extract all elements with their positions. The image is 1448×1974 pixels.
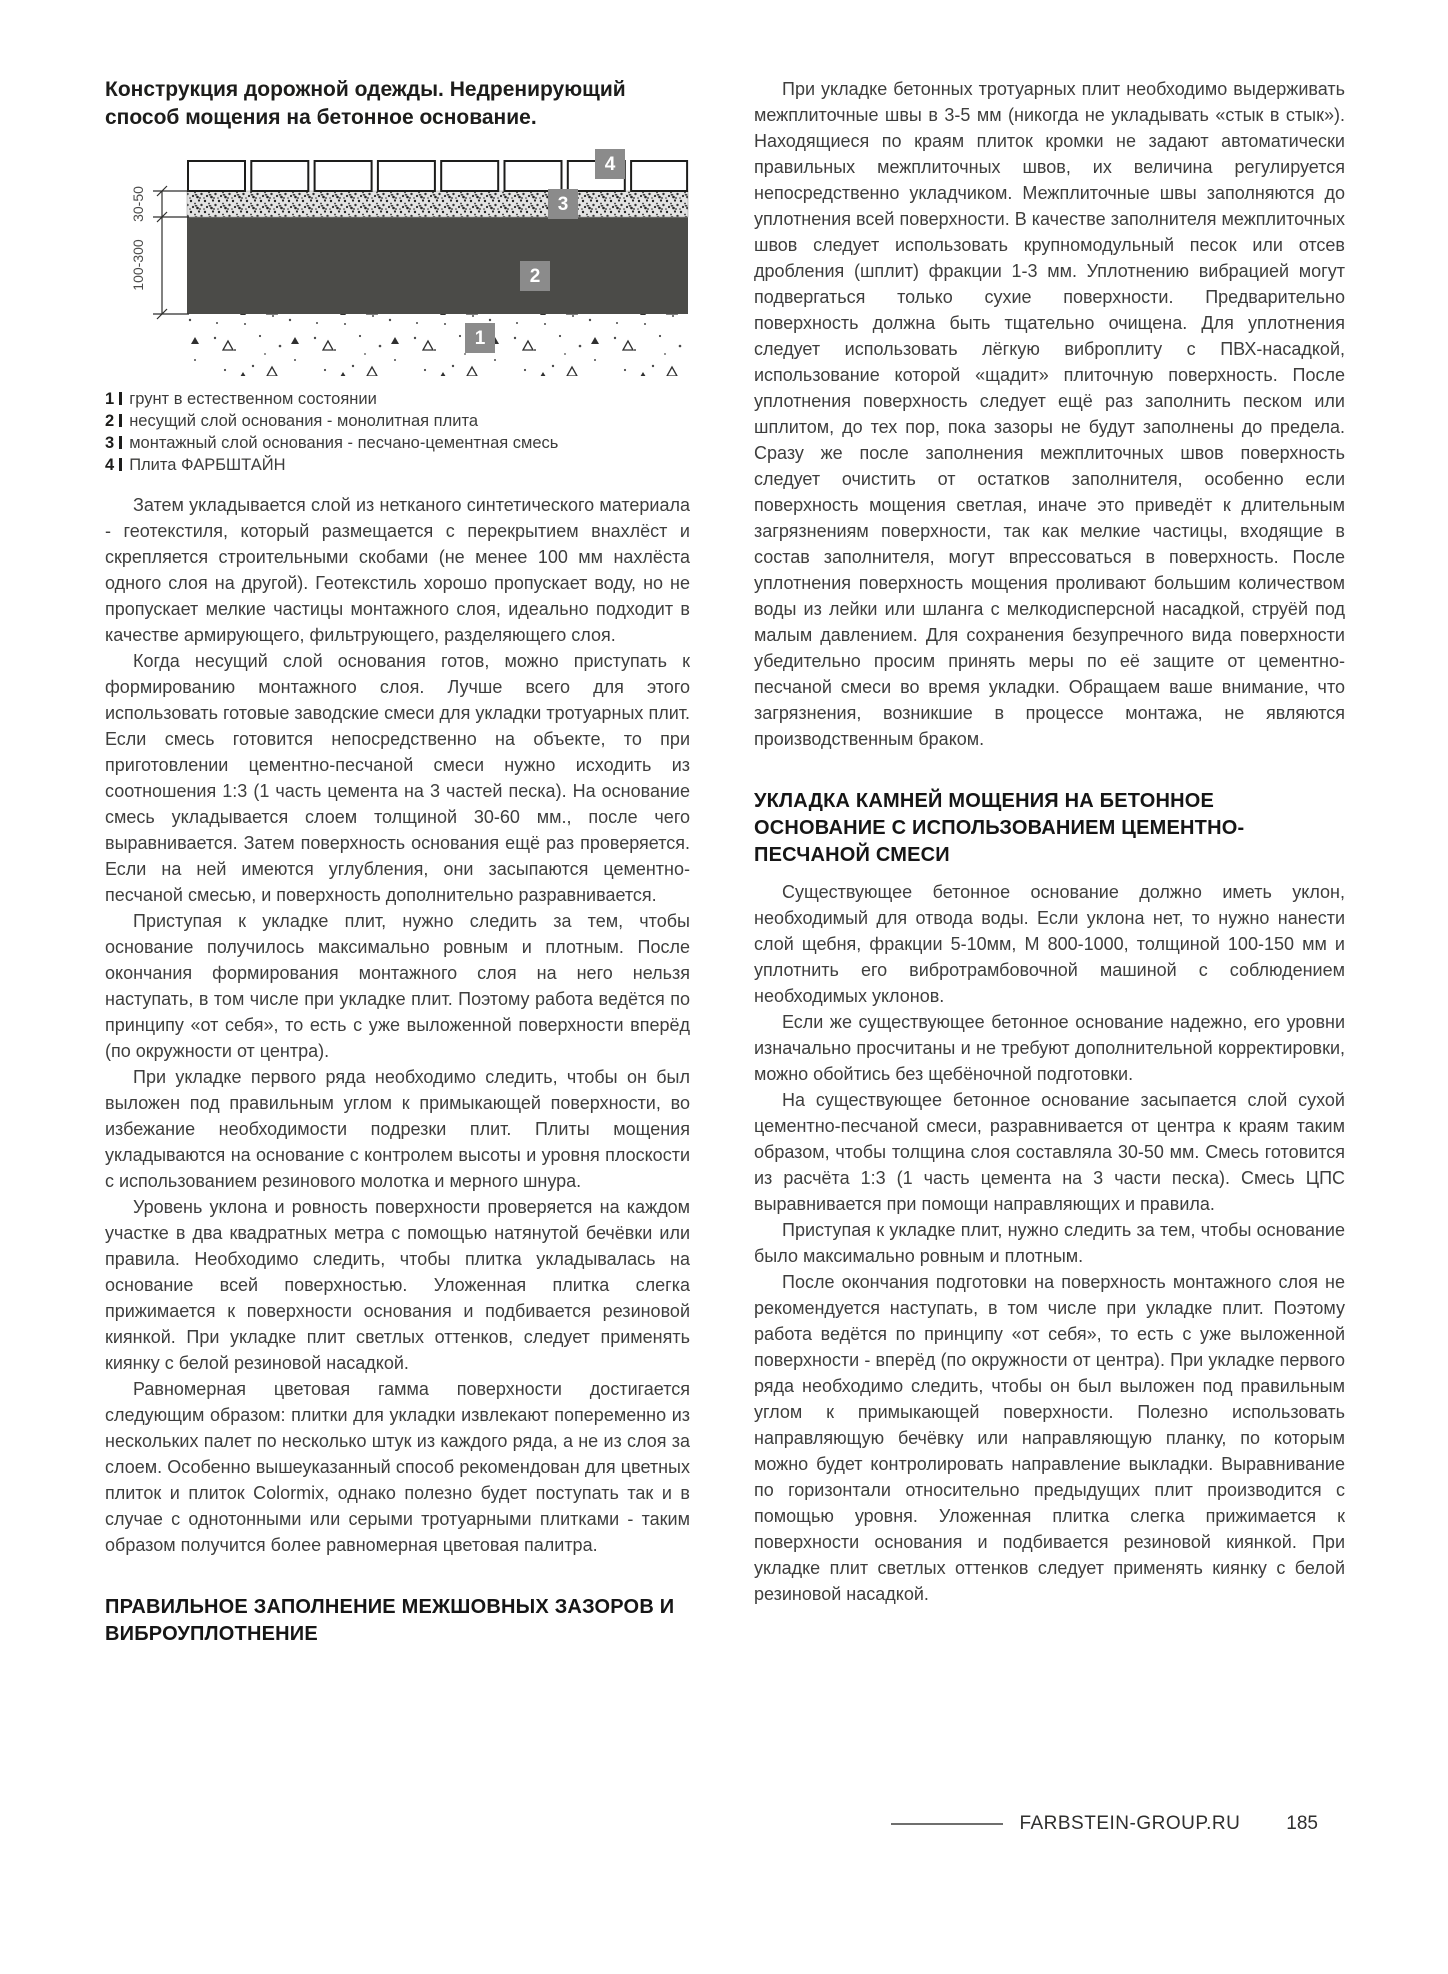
layer-label-4: 4 xyxy=(604,154,616,175)
diagram-legend xyxy=(105,388,690,476)
legend-number: 1 xyxy=(105,390,115,408)
site-url: FARBSTEIN-GROUP.RU xyxy=(1019,1813,1241,1834)
diagram-title: Конструкция дорожной одежды. Недренирующий способ мощения на бетонное основание. xyxy=(105,78,626,129)
content-columns xyxy=(105,76,1345,1658)
legend-label: грунт в естественном состоянии xyxy=(129,390,377,408)
layer-label-3: 3 xyxy=(557,194,569,215)
left-column xyxy=(105,76,690,1658)
page-number: 185 xyxy=(1286,1813,1318,1834)
body-paragraph: Когда несущий слой основания готов, можно приступать к формированию монтажного слоя. Лучше всего для этого использовать готовые заводские смеси для укладки тротуарных плит. Если смесь готовится непосредственно на объекте, то при приготовлении цементно-песчаной смеси нужно исходить из соотношения 1:3 (1 часть цемента на 3 частей песка). На основание смесь укладывается слоем толщиной 30-60 мм., после чего выравнивается. Затем поверхность основания ещё раз проверяется. Если на ней имеются углубления, они засыпаются цементно-песчаной смесью, и поверхность дополнительно разравнивается. xyxy=(105,651,690,905)
body-paragraph: Существующее бетонное основание должно иметь уклон, необходимый для отвода воды. Если уклона нет, то нужно нанести слой щебня, фракции 5-10мм, М 800-1000, толщиной 100-150 мм и уплотнить его вибротрамбовочной машиной с соблюдением необходимых уклонов. xyxy=(754,882,1345,1006)
legend-number: 3 xyxy=(105,434,115,452)
left-column-body xyxy=(105,492,690,1558)
body-paragraph: Приступая к укладке плит, нужно следить за тем, чтобы основание было максимально ровным и плотным. xyxy=(754,1220,1345,1266)
body-paragraph: После окончания подготовки на поверхность монтажного слоя не рекомендуется наступать, в том числе при укладке плит. Поэтому работа ведётся по принципу «от себя», то есть с уже выложенной поверхности - вперёд (по окружности от центра). При укладке первого ряда необходимо следить, чтобы он был выложен под правильным углом к примыкающей поверхности. Полезно использовать направляющую бечёвку или направляющую планку, по которым можно будет контролировать направление выкладки. Выравнивание по горизонтали относительно предыдущих плит производится с помощью уровня. Уложенная плитка слегка прижимается к поверхности основания и подбивается резиновой киянкой. При укладке плит светлых оттенков следует применять киянку с белой резиновой насадкой. xyxy=(754,1272,1345,1604)
dimension-lines xyxy=(153,186,189,319)
legend-item xyxy=(105,388,690,410)
footer xyxy=(891,1813,1318,1835)
dimension-label-top: 30-50 xyxy=(130,186,146,222)
body-paragraph: На существующее бетонное основание засыпается слой сухой цементно-песчаной смеси, разравнивается от центра к краям таким образом, чтобы толщина слоя составляла 30-50 мм. Смесь готовится из расчёта 1:3 (1 часть цемента на 3 части песка). Смесь ЦПС выравнивается при помощи направляющих и правила. xyxy=(754,1090,1345,1214)
right-column-body xyxy=(754,76,1345,752)
body-paragraph: Приступая к укладке плит, нужно следить за тем, чтобы основание получилось максимально ровным и плотным. После окончания формирования монтажного слоя на него нельзя наступать, в том числе при укладке плит. Поэтому работа ведётся по принципу «от себя», то есть с уже выложенной поверхности вперёд (по окружности от центра). xyxy=(105,911,690,1061)
legend-number: 2 xyxy=(105,412,115,430)
dimension-label-bottom: 100-300 xyxy=(130,239,146,291)
body-paragraph: Уровень уклона и ровность поверхности проверяется на каждом участке в два квадратных метра с помощью натянутой бечёвки или правила. Необходимо следить, чтобы плитка укладывалась на основание всей поверхностью. Уложенная плитка слегка прижимается к поверхности основания и подбивается резиновой киянкой. При укладке плит светлых оттенков, следует применять киянку с белой резиновой насадкой. xyxy=(105,1197,690,1373)
base-layer xyxy=(187,217,688,314)
body-paragraph: Равномерная цветовая гамма поверхности достигается следующим образом: плитки для укладки извлекают попеременно из нескольких палет по несколько штук из каждого ряда, а не из слоя за слоем. Особенно вышеуказанный способ рекомендован для цветных плиток и плиток Colormix, однако полезно будет поступать так и в случае с однотонными или серыми тротуарными плитками - таким образом получится более равномерная цветовая палитра. xyxy=(105,1379,690,1555)
section-heading-laying-on-concrete: УКЛАДКА КАМНЕЙ МОЩЕНИЯ НА БЕТОННОЕ ОСНОВАНИЕ С ИСПОЛЬЗОВАНИЕМ ЦЕМЕНТНО-ПЕСЧАНОЙ СМЕСИ xyxy=(754,790,1245,866)
construction-diagram xyxy=(105,144,690,382)
legend-separator xyxy=(119,414,122,427)
section-heading-joint-filling: ПРАВИЛЬНОЕ ЗАПОЛНЕНИЕ МЕЖШОВНЫХ ЗАЗОРОВ И ВИБРОУПЛОТНЕНИЕ xyxy=(105,1596,675,1645)
ground-layer xyxy=(187,314,688,376)
footer-rule xyxy=(891,1823,1003,1825)
body-paragraph: Затем укладывается слой из нетканого синтетического материала - геотекстиля, который размещается с перекрытием внахлёст и скрепляется строительными скобами (не менее 100 мм нахлёста одного слоя на другой). Геотекстиль хорошо пропускает воду, но не пропускает мелкие частицы монтажного слоя, идеально подходит в качестве армирующего, фильтрующего, разделяющего слоя. xyxy=(105,495,690,645)
legend-item xyxy=(105,432,690,454)
layer-label-2: 2 xyxy=(529,266,541,287)
legend-number: 4 xyxy=(105,456,115,474)
layer-label-1: 1 xyxy=(474,328,486,349)
bedding-layer xyxy=(187,191,688,217)
legend-separator xyxy=(119,392,122,405)
right-column-body-2 xyxy=(754,879,1345,1607)
body-paragraph: Если же существующее бетонное основание надежно, его уровни изначально просчитаны и не требуют дополнительной корректировки, можно обойтись без щебёночной подготовки. xyxy=(754,1012,1345,1084)
legend-label: Плита ФАРБШТАЙН xyxy=(129,456,286,474)
legend-separator xyxy=(119,436,122,449)
body-paragraph: При укладке бетонных тротуарных плит необходимо выдерживать межплиточные швы в 3-5 мм (никогда не укладывать «стык в стык»). Находящиеся по краям плиток кромки не задают автоматически правильных межплиточных швов, их величина регулируется непосредственно укладчиком. Межплиточные швы заполняются до уплотнения всей поверхности. В качестве заполнителя межплиточных швов следует использовать крупномодульный песок или отсев дробления (шплит) фракции 1-3 мм. Уплотнению вибрацией могут подвергаться только сухие поверхности. Предварительно поверхность должна быть тщательно очищена. Для уплотнения следует использовать лёгкую виброплиту с ПВХ-насадкой, использование которой «щадит» плиточную поверхность. После уплотнения поверхность следует ещё раз заполнить песком или шплитом, до тех пор, пока зазоры не будут заполнены до предела. Сразу же после заполнения межплиточных швов поверхность следует очистить от остатков заполнителя, особенно если поверхность мощения светлая, иначе это приведёт к длительным загрязнениям поверхности, так как мелкие частицы, входящие в состав заполнителя, могут впрессоваться в поверхность. После уплотнения поверхность мощения проливают большим количеством воды из лейки или шланга с мелкодисперсной насадкой, струёй под малым давлением. Для сохранения безупречного вида поверхности убедительно просим принять меры по её защите от цементно-песчаной смеси во время укладки. Обращаем ваше внимание, что загрязнения, возникшие в процессе монтажа, не являются производственным браком. xyxy=(754,79,1345,749)
legend-separator xyxy=(119,458,122,471)
legend-item xyxy=(105,454,690,476)
legend-item xyxy=(105,410,690,432)
legend-label: несущий слой основания - монолитная плита xyxy=(129,412,478,430)
body-paragraph: При укладке первого ряда необходимо следить, чтобы он был выложен под правильным углом к примыкающей поверхности, во избежание необходимости подрезки плит. Плиты мощения укладываются на основание с контролем высоты и уровня плоскости с использованием резинового молотка и мерного шнура. xyxy=(105,1067,690,1191)
right-column xyxy=(754,76,1345,1658)
legend-label: монтажный слой основания - песчано-цементная смесь xyxy=(129,434,559,452)
